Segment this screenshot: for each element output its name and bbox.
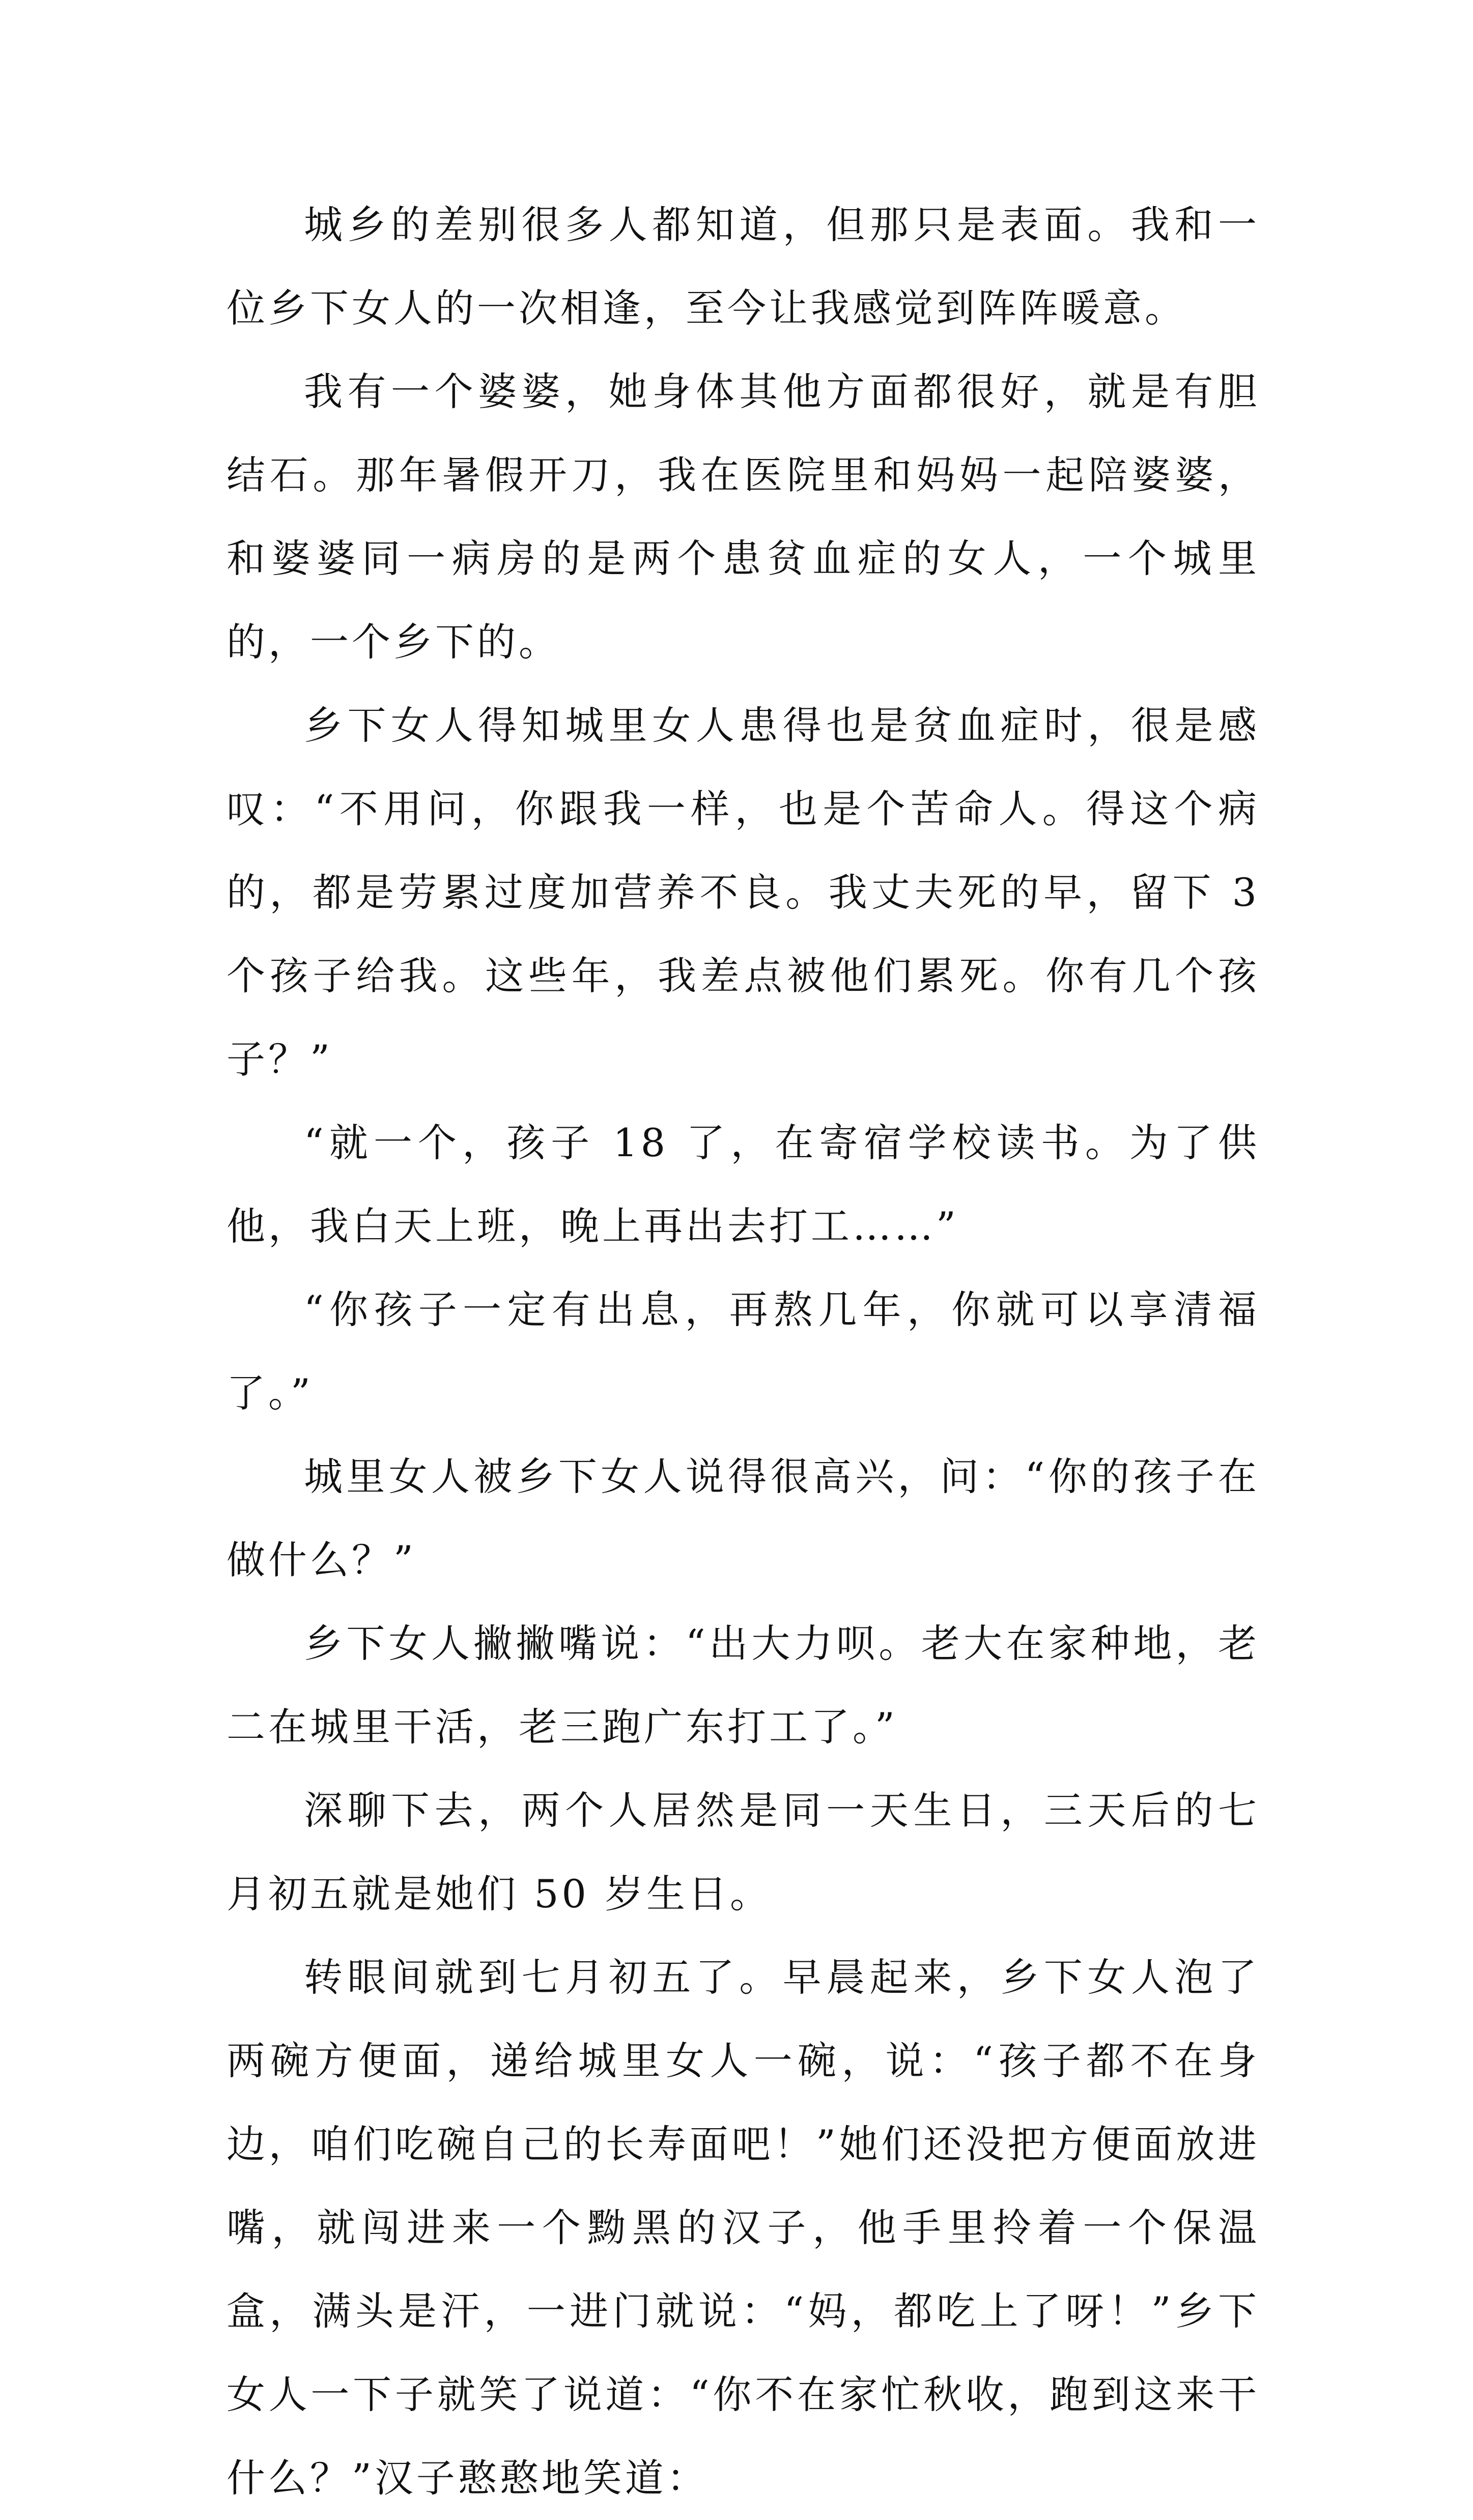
paragraph-9: 转眼间就到七月初五了。早晨起来，乡下女人泡了两碗方便面，递给城里女人一碗，说：“孩子都不在身边，咱们吃碗自己的长寿面吧！”她们还没把方便面放进嘴，就闯进来一个黝黑的汉子，他手里拎着一个保温盒，满头是汗，一进门就说：“妈，都吃上了呀！”乡下女人一下子就笑了说道：“你不在家忙秋收，跑到这来干什么？”汉子憨憨地笑道： [226, 1955, 1260, 2501]
paragraph-1: 城乡的差别很多人都知道，但那只是表面。我和一位乡下女人的一次相逢，至今让我感觉到阵阵暖意。 [226, 202, 1260, 331]
paragraph-4: “就一个，孩子 18 了，在寄宿学校读书。为了供他，我白天上班，晚上再出去打工……” [226, 1120, 1260, 1249]
paragraph-7: 乡下女人撇撇嘴说：“出大力呗。老大在家种地，老二在城里干活，老三跑广东打工了。” [226, 1621, 1260, 1750]
paragraph-2: 我有一个婆婆，她身体其他方面都很好，就是有胆结石。那年暑假开刀，我在医院里和妈妈一起陪婆婆，和婆婆同一病房的是两个患贫血症的女人，一个城里的，一个乡下的。 [226, 369, 1260, 665]
paragraph-5: “你孩子一定有出息，再熬几年，你就可以享清福了。” [226, 1287, 1260, 1416]
paragraph-3: 乡下女人得知城里女人患得也是贫血症时，很是感叹：“不用问，你跟我一样，也是个苦命人。得这个病的，都是劳累过度加营养不良。我丈夫死的早，留下 3 个孩子给我。这些年，我差点被他们累死。你有几个孩子？” [226, 703, 1260, 1082]
document-page [226, 183, 1260, 2520]
paragraph-6: 城里女人被乡下女人说得很高兴，问：“你的孩子在做什么？” [226, 1454, 1260, 1583]
paragraph-8: 深聊下去，两个人居然是同一天生日，三天后的七月初五就是她们 50 岁生日。 [226, 1788, 1260, 1916]
